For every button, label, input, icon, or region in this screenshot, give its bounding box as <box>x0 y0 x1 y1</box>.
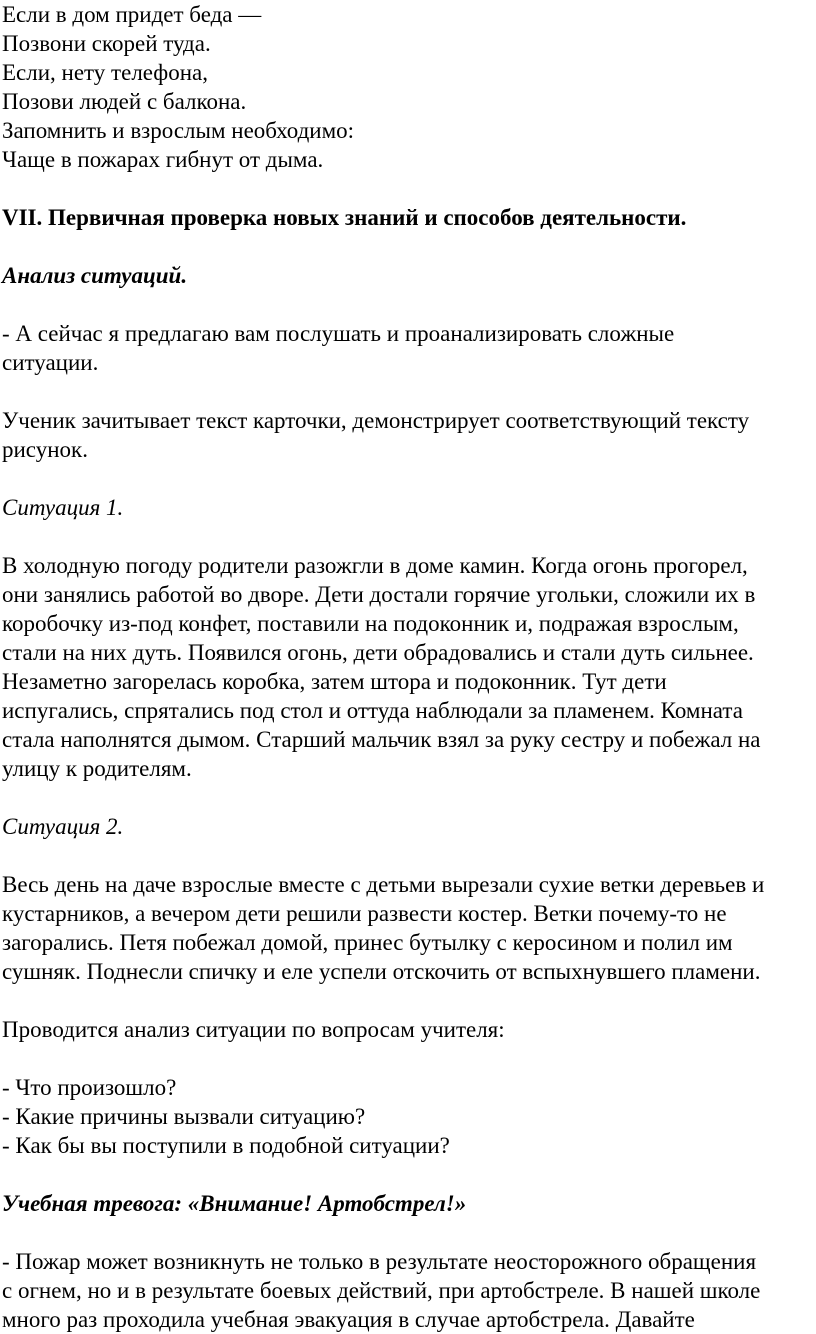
paragraph-line: кустарников, а вечером дети решили развести костер. Ветки почему-то не <box>2 901 727 926</box>
paragraph-line: стали на них дуть. Появился огонь, дети обрадовались и стали дуть сильнее. <box>2 640 754 665</box>
spacer <box>2 377 816 406</box>
paragraph-line: рисунок. <box>2 437 88 462</box>
situation2-title <box>2 812 816 841</box>
alarm-heading-text: Учебная тревога: «Внимание! Артобстрел!» <box>2 1191 467 1216</box>
analysis-heading-text: Анализ ситуаций. <box>2 263 188 288</box>
question-item: - Какие причины вызвали ситуацию? <box>2 1104 366 1129</box>
spacer <box>2 1218 816 1247</box>
spacer <box>2 986 816 1015</box>
analysis-heading <box>2 261 816 290</box>
poem <box>2 0 816 174</box>
question-item: - Как бы вы поступили в подобной ситуации? <box>2 1133 450 1158</box>
spacer <box>2 783 816 812</box>
paragraph-line: ситуации. <box>2 350 99 375</box>
section-heading <box>2 203 816 232</box>
questions-list <box>2 1073 816 1160</box>
spacer <box>2 174 816 203</box>
intro-paragraph <box>2 319 816 377</box>
spacer <box>2 232 816 261</box>
alarm-heading <box>2 1189 816 1218</box>
section-heading-text: VII. Первичная проверка новых знаний и способов деятельности. <box>2 205 687 230</box>
spacer <box>2 464 816 493</box>
analysis-intro <box>2 1015 816 1044</box>
paragraph-line: В холодную погоду родители разожгли в доме камин. Когда огонь прогорел, <box>2 553 748 578</box>
paragraph-line: - Пожар может возникнуть не только в результате неосторожного обращения <box>2 1249 757 1274</box>
poem-line: Позвони скорей туда. <box>2 31 211 56</box>
poem-line: Запомнить и взрослым необходимо: <box>2 118 355 143</box>
poem-line: Если в дом придет беда — <box>2 2 262 27</box>
situation2-title-text: Ситуация 2. <box>2 814 124 839</box>
paragraph-line: сушняк. Поднесли спичку и еле успели отскочить от вспыхнувшего пламени. <box>2 959 761 984</box>
paragraph-line: испугались, спрятались под стол и оттуда наблюдали за пламенем. Комната <box>2 698 743 723</box>
spacer <box>2 841 816 870</box>
paragraph-line: коробочку из-под конфет, поставили на подоконник и, подражая взрослым, <box>2 611 739 636</box>
spacer <box>2 522 816 551</box>
situation1-title-text: Ситуация 1. <box>2 495 124 520</box>
student-paragraph <box>2 406 816 464</box>
poem-line: Чаще в пожарах гибнут от дыма. <box>2 147 324 172</box>
final-paragraph <box>2 1247 816 1334</box>
situation2-paragraph <box>2 870 816 986</box>
paragraph-line: загорались. Петя побежал домой, принес бутылку с керосином и полил им <box>2 930 733 955</box>
situation1-title <box>2 493 816 522</box>
paragraph-line: с огнем, но и в результате боевых действий, при артобстреле. В нашей школе <box>2 1278 761 1303</box>
spacer <box>2 1044 816 1073</box>
situation1-paragraph <box>2 551 816 783</box>
paragraph-line: Весь день на даче взрослые вместе с детьми вырезали сухие ветки деревьев и <box>2 872 765 897</box>
analysis-intro-text: Проводится анализ ситуации по вопросам учителя: <box>2 1017 505 1042</box>
question-item: - Что произошло? <box>2 1075 177 1100</box>
poem-line: Если, нету телефона, <box>2 60 208 85</box>
paragraph-line: улицу к родителям. <box>2 756 192 781</box>
paragraph-line: они занялись работой во дворе. Дети достали горячие угольки, сложили их в <box>2 582 756 607</box>
spacer <box>2 290 816 319</box>
poem-line: Позови людей с балкона. <box>2 89 247 114</box>
spacer <box>2 1160 816 1189</box>
paragraph-line: стала наполнятся дымом. Старший мальчик взял за руку сестру и побежал на <box>2 727 761 752</box>
paragraph-line: Ученик зачитывает текст карточки, демонстрирует соответствующий тексту <box>2 408 750 433</box>
paragraph-line: Незаметно загорелась коробка, затем штора и подоконник. Тут дети <box>2 669 667 694</box>
paragraph-line: много раз проходила учебная эвакуация в случае артобстрела. Давайте <box>2 1307 695 1332</box>
paragraph-line: - А сейчас я предлагаю вам послушать и проанализировать сложные <box>2 321 675 346</box>
